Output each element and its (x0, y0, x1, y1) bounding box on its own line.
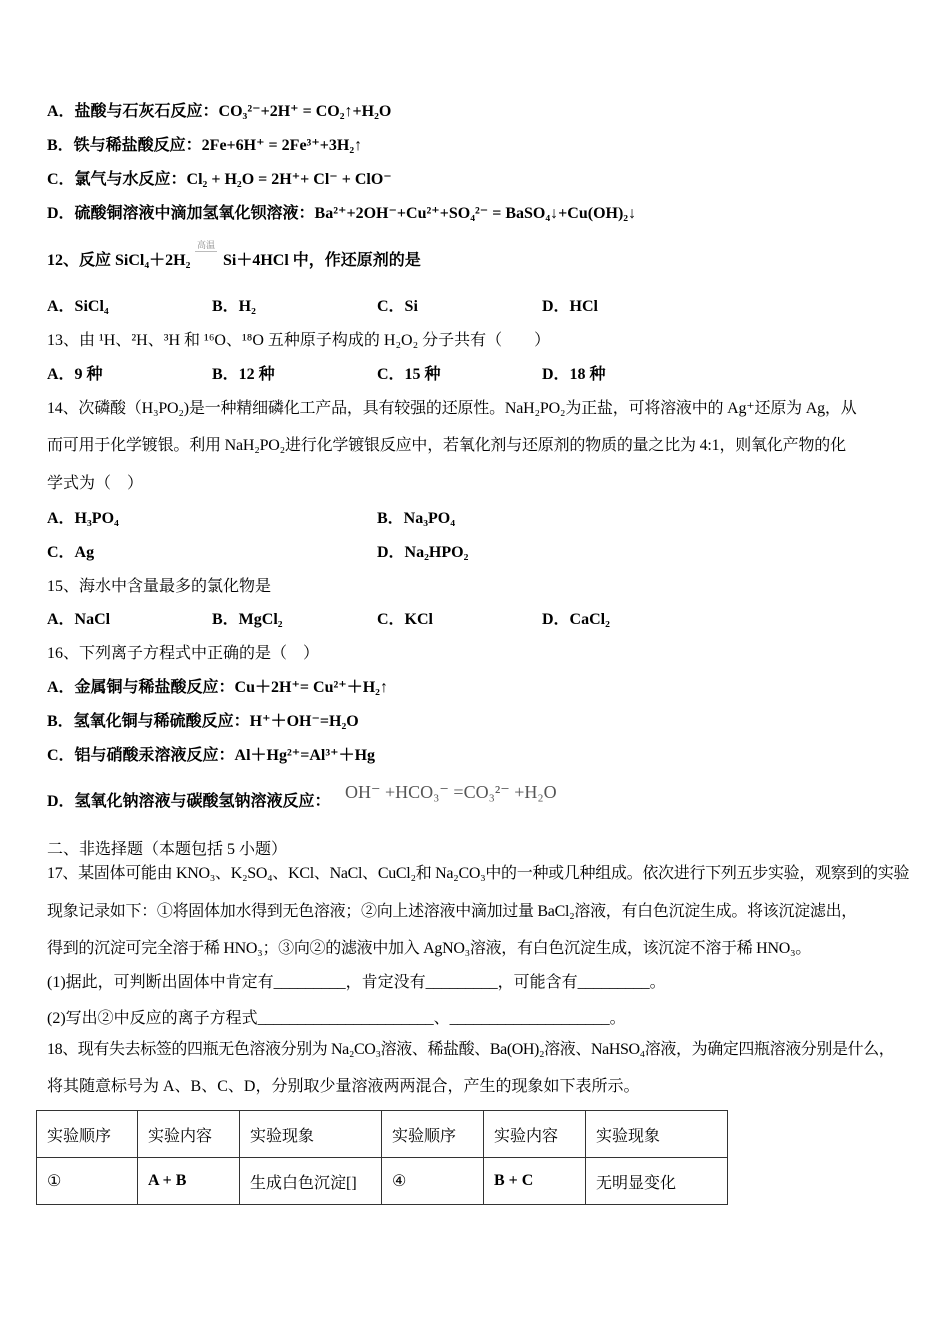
q14-option: C．Ag (47, 544, 95, 561)
q16-option-d: D．氢氧化钠溶液与碳酸氢钠溶液反应： (47, 793, 331, 810)
q16-formula: OH⁻ +HCO₃⁻ =CO₃²⁻ +H₂O (345, 782, 557, 802)
table-header-row (37, 1111, 728, 1158)
table-cell: ① (37, 1158, 138, 1205)
q11-option-b: B．铁与稀盐酸反应：2Fe+6H⁺ = 2Fe³⁺+3H₂↑ (47, 137, 363, 154)
q11-option-c: C．氯气与水反应：Cl₂ + H₂O = 2H⁺+ Cl⁻ + ClO⁻ (47, 171, 392, 188)
experiment-table (36, 1110, 728, 1205)
q14-option: D．Na₂HPO₂ (377, 544, 469, 561)
table-cell: 生成白色沉淀[] (240, 1158, 382, 1205)
table-header: 实验顺序 (382, 1111, 484, 1158)
q13-stem: 13、由 ¹H、²H、³H 和 ¹⁶O、¹⁸O 五种原子构成的 H₂O₂ 分子共有（ ） (47, 332, 551, 349)
table-cell: ④ (382, 1158, 484, 1205)
q12-stem-b: Si＋4HCl 中，作还原剂的是 (223, 252, 421, 269)
q12-condition: 高温 (197, 240, 216, 250)
q14-option: A．H₃PO₄ (47, 510, 119, 527)
table-header: 实验内容 (484, 1111, 586, 1158)
table-header: 实验现象 (240, 1111, 382, 1158)
q15-option: A．NaCl (47, 611, 111, 628)
q12-option: B．H₂ (212, 298, 256, 315)
q16-option-a: A．金属铜与稀盐酸反应：Cu＋2H⁺= Cu²⁺＋H₂↑ (47, 679, 388, 696)
q17-line: (2)写出②中反应的离子方程式______________________、____________________。 (47, 1010, 626, 1027)
q15-option: B．MgCl₂ (212, 611, 283, 628)
q11-option-a: A．盐酸与石灰石反应：CO₃²⁻+2H⁺ = CO₂↑+H₂O (47, 103, 392, 120)
q16-option-c: C．铝与硝酸汞溶液反应：Al＋Hg²⁺=Al³⁺＋Hg (47, 747, 376, 764)
q13-option: B．12 种 (212, 366, 275, 383)
q15-option: C．KCl (377, 611, 434, 628)
q16-option-b: B．氢氧化铜与稀硫酸反应：H⁺＋OH⁻=H₂O (47, 713, 359, 730)
q13-option: D．18 种 (542, 366, 606, 383)
table-header: 实验现象 (586, 1111, 728, 1158)
section-heading: 二、非选择题（本题包括 5 小题） (47, 841, 288, 858)
q15-stem: 15、海水中含量最多的氯化物是 (47, 578, 272, 595)
table-cell: 无明显变化 (586, 1158, 728, 1205)
q17-line: 得到的沉淀可完全溶于稀 HNO₃；③向②的滤液中加入 AgNO₃溶液，有白色沉淀生成，该沉淀不溶于稀 HNO₃。 (47, 940, 811, 957)
q14-line: 而可用于化学镀银。利用 NaH₂PO₂进行化学镀银反应中，若氧化剂与还原剂的物质的量之比为 4:1，则氧化产物的化 (47, 437, 846, 454)
q14-line: 学式为（ ） (47, 475, 144, 492)
reaction-arrow (195, 251, 217, 252)
q17-line: 现象记录如下：①将固体加水得到无色溶液；②向上述溶液中滴加过量 BaCl₂溶液，有白色沉淀生成。将该沉淀滤出， (47, 903, 857, 920)
q12-option: D．HCl (542, 298, 599, 315)
q14-line: 14、次磷酸（H₃PO₂)是一种精细磷化工产品，具有较强的还原性。NaH₂PO₂为正盐，可将溶液中的 Ag⁺还原为 Ag，从 (47, 400, 857, 417)
q16-stem: 16、下列离子方程式中正确的是（ ） (47, 645, 320, 662)
table-cell: A + B (138, 1158, 240, 1205)
q11-option-d: D．硫酸铜溶液中滴加氢氧化钡溶液：Ba²⁺+2OH⁻+Cu²⁺+SO₄²⁻ = BaSO₄↓+Cu(OH)₂↓ (47, 205, 637, 222)
q12-option: C．Si (377, 298, 418, 315)
q13-option: A．9 种 (47, 366, 103, 383)
q18-line: 将其随意标号为 A、B、C、D，分别取少量溶液两两混合，产生的现象如下表所示。 (47, 1078, 640, 1095)
q13-option: C．15 种 (377, 366, 441, 383)
q14-option: B．Na₃PO₄ (377, 510, 456, 527)
q12-stem-a: 12、反应 SiCl₄＋2H₂ (47, 252, 191, 269)
table-row (37, 1158, 728, 1205)
table-header: 实验内容 (138, 1111, 240, 1158)
table-cell: B + C (484, 1158, 586, 1205)
q18-line: 18、现有失去标签的四瓶无色溶液分别为 Na₂CO₃溶液、稀盐酸、Ba(OH)₂溶液、NaHSO₄溶液，为确定四瓶溶液分别是什么， (47, 1041, 895, 1058)
table-header: 实验顺序 (37, 1111, 138, 1158)
q12-option: A．SiCl₄ (47, 298, 109, 315)
q17-line: (1)据此，可判断出固体中肯定有_________，肯定没有_________，可能含有_________。 (47, 974, 666, 991)
q15-option: D．CaCl₂ (542, 611, 610, 628)
q17-line: 17、某固体可能由 KNO₃、K₂SO₄、KCl、NaCl、CuCl₂和 Na₂CO₃中的一种或几种组成。依次进行下列五步实验，观察到的实验 (47, 865, 910, 882)
